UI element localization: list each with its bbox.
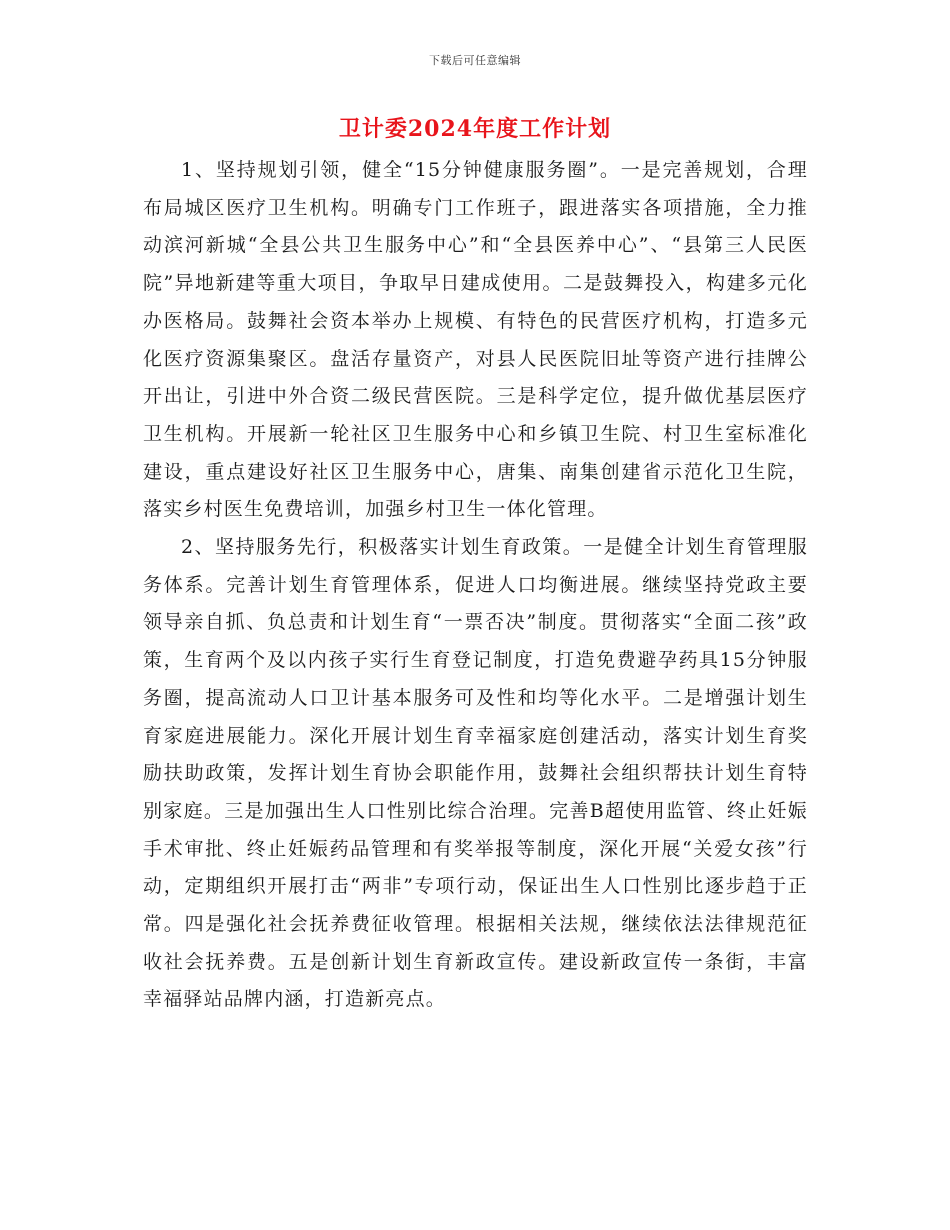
document-title: 卫计委2024年度工作计划 bbox=[338, 116, 612, 142]
paragraph-1: 1、坚持规划引领，健全“15分钟健康服务圈”。一是完善规划，合理布局城区医疗卫生机构。明确专门工作班子，跟进落实各项措施，全力推动滨河新城“全县公共卫生服务中心”和“全县医养中心”、“县第三人民医院”异地新建等重大项目，争取早日建成使用。二是鼓舞投入，构建多元化办医格局。鼓舞社会资本举办上规模、有特色的民营医疗机构，打造多元化医疗资源集聚区。盘活存量资产，对县人民医院旧址等资产进行挂牌公开出让，引进中外合资二级民营医院。三是科学定位，提升做优基层医疗卫生机构。开展新一轮社区卫生服务中心和乡镇卫生院、村卫生室标准化建设，重点建设好社区卫生服务中心，唐集、南集创建省示范化卫生院，落实乡村医生免费培训，加强乡村卫生一体化管理。 bbox=[143, 159, 808, 521]
paragraph-2: 2、坚持服务先行，积极落实计划生育政策。一是健全计划生育管理服务体系。完善计划生育管理体系，促进人口均衡进展。继续坚持党政主要领导亲自抓、负总责和计划生育“一票否决”制度。贯彻落实“全面二孩”政策，生育两个及以内孩子实行生育登记制度，打造免费避孕药具15分钟服务圈，提高流动人口卫计基本服务可及性和均等化水平。二是增强计划生育家庭进展能力。深化开展计划生育幸福家庭创建活动，落实计划生育奖励扶助政策，发挥计划生育协会职能作用，鼓舞社会组织帮扶计划生育特别家庭。三是加强出生人口性别比综合治理。完善B超使用监管、终止妊娠手术审批、终止妊娠药品管理和有奖举报等制度，深化开展“关爱女孩”行动，定期组织开展打击“两非”专项行动，保证出生人口性别比逐步趋于正常。四是强化社会抚养费征收管理。根据相关法规，继续依法法律规范征收社会抚养费。五是创新计划生育新政宣传。建设新政宣传一条街，丰富幸福驿站品牌内涵，打造新亮点。 bbox=[143, 536, 808, 1011]
document-body bbox=[143, 152, 808, 1019]
page-header-note: 下载后可任意编辑 bbox=[429, 54, 521, 67]
